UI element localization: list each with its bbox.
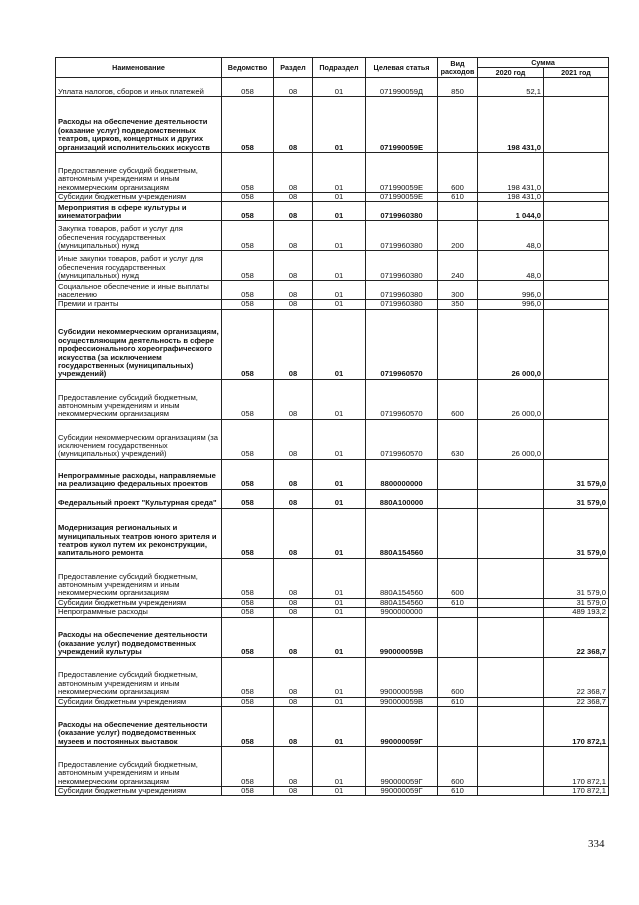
cell-name: Модернизация региональных и муниципальных театров юного зрителя и театров кукол путем их реконструкции, капитального ремонта (56, 508, 222, 558)
cell-exp-type: 610 (438, 787, 478, 796)
cell-subsection: 01 (313, 617, 366, 657)
table-row (56, 419, 609, 459)
cell-year-2021 (544, 309, 609, 379)
cell-year-2020 (478, 558, 544, 598)
cell-name: Закупка товаров, работ и услуг для обеспечения государственных (муниципальных) нужд (56, 221, 222, 251)
cell-year-2021 (544, 97, 609, 153)
cell-exp-type: 610 (438, 697, 478, 706)
cell-name: Субсидии бюджетным учреждениям (56, 697, 222, 706)
table-row (56, 202, 609, 221)
cell-year-2020: 52,1 (478, 78, 544, 97)
cell-year-2021 (544, 300, 609, 309)
cell-target: 071990059Д (366, 78, 438, 97)
table-row (56, 379, 609, 419)
cell-section: 08 (274, 309, 313, 379)
cell-year-2020: 26 000,0 (478, 309, 544, 379)
cell-year-2021: 489 193,2 (544, 608, 609, 617)
cell-year-2020 (478, 489, 544, 508)
cell-name: Уплата налогов, сборов и иных платежей (56, 78, 222, 97)
cell-section: 08 (274, 251, 313, 281)
cell-target: 071990059Е (366, 153, 438, 193)
cell-target: 0719960570 (366, 309, 438, 379)
table-row (56, 657, 609, 697)
cell-section: 08 (274, 419, 313, 459)
table-row (56, 508, 609, 558)
cell-exp-type: 600 (438, 558, 478, 598)
cell-year-2020: 26 000,0 (478, 379, 544, 419)
cell-dept: 058 (222, 379, 274, 419)
cell-exp-type: 350 (438, 300, 478, 309)
cell-year-2020: 48,0 (478, 251, 544, 281)
cell-year-2021: 22 368,7 (544, 657, 609, 697)
cell-year-2020: 996,0 (478, 281, 544, 300)
cell-dept: 058 (222, 489, 274, 508)
cell-target: 0719960380 (366, 281, 438, 300)
cell-dept: 058 (222, 221, 274, 251)
cell-subsection: 01 (313, 419, 366, 459)
header-exp-type: Вид расходов (438, 58, 478, 78)
cell-subsection: 01 (313, 97, 366, 153)
cell-subsection: 01 (313, 202, 366, 221)
table-row (56, 97, 609, 153)
cell-dept: 058 (222, 787, 274, 796)
cell-section: 08 (274, 153, 313, 193)
cell-year-2021: 22 368,7 (544, 697, 609, 706)
table-row (56, 598, 609, 607)
cell-target: 990000059В (366, 697, 438, 706)
cell-section: 08 (274, 221, 313, 251)
cell-year-2021: 170 872,1 (544, 747, 609, 787)
cell-section: 08 (274, 281, 313, 300)
cell-year-2020 (478, 608, 544, 617)
cell-exp-type (438, 617, 478, 657)
cell-year-2020 (478, 598, 544, 607)
cell-year-2020 (478, 657, 544, 697)
cell-year-2021 (544, 78, 609, 97)
cell-target: 0719960380 (366, 202, 438, 221)
cell-year-2021 (544, 251, 609, 281)
cell-exp-type (438, 608, 478, 617)
table-row (56, 300, 609, 309)
cell-year-2021 (544, 379, 609, 419)
table-row (56, 707, 609, 747)
cell-section: 08 (274, 508, 313, 558)
cell-name: Предоставление субсидий бюджетным, автономным учреждениям и иным некоммерческим организациям (56, 657, 222, 697)
cell-dept: 058 (222, 97, 274, 153)
table-row (56, 617, 609, 657)
cell-dept: 058 (222, 598, 274, 607)
cell-exp-type: 600 (438, 747, 478, 787)
cell-name: Субсидии некоммерческим организациям, осуществляющим деятельность в сфере профессионального хореографического искусства (за исключением государственных (муниципальных) учреждений) (56, 309, 222, 379)
cell-subsection: 01 (313, 558, 366, 598)
cell-section: 08 (274, 617, 313, 657)
table-row (56, 309, 609, 379)
cell-subsection: 01 (313, 489, 366, 508)
cell-subsection: 01 (313, 657, 366, 697)
cell-subsection: 01 (313, 153, 366, 193)
cell-dept: 058 (222, 508, 274, 558)
cell-section: 08 (274, 97, 313, 153)
table-row (56, 153, 609, 193)
cell-subsection: 01 (313, 193, 366, 202)
cell-target: 990000059Г (366, 707, 438, 747)
cell-year-2020 (478, 508, 544, 558)
cell-exp-type (438, 202, 478, 221)
cell-dept: 058 (222, 78, 274, 97)
cell-target: 990000059В (366, 657, 438, 697)
cell-dept: 058 (222, 617, 274, 657)
cell-dept: 058 (222, 193, 274, 202)
cell-year-2020: 198 431,0 (478, 193, 544, 202)
cell-name: Субсидии некоммерческим организациям (за исключением государственных (муниципальных) учреждений) (56, 419, 222, 459)
cell-subsection: 01 (313, 459, 366, 489)
cell-year-2020: 26 000,0 (478, 419, 544, 459)
table-row (56, 697, 609, 706)
cell-section: 08 (274, 707, 313, 747)
cell-year-2020: 198 431,0 (478, 153, 544, 193)
cell-name: Предоставление субсидий бюджетным, автономным учреждениям и иным некоммерческим организациям (56, 558, 222, 598)
cell-subsection: 01 (313, 300, 366, 309)
cell-exp-type: 630 (438, 419, 478, 459)
cell-section: 08 (274, 657, 313, 697)
cell-name: Субсидии бюджетным учреждениям (56, 598, 222, 607)
cell-year-2021 (544, 193, 609, 202)
cell-name: Федеральный проект "Культурная среда" (56, 489, 222, 508)
table-row (56, 608, 609, 617)
cell-subsection: 01 (313, 508, 366, 558)
cell-name: Субсидии бюджетным учреждениям (56, 193, 222, 202)
cell-dept: 058 (222, 153, 274, 193)
cell-exp-type (438, 508, 478, 558)
cell-year-2021: 31 579,0 (544, 508, 609, 558)
cell-subsection: 01 (313, 787, 366, 796)
cell-year-2021 (544, 419, 609, 459)
table-row (56, 747, 609, 787)
cell-section: 08 (274, 459, 313, 489)
cell-subsection: 01 (313, 608, 366, 617)
cell-dept: 058 (222, 697, 274, 706)
cell-year-2020: 996,0 (478, 300, 544, 309)
table-row (56, 193, 609, 202)
cell-name: Расходы на обеспечение деятельности (оказание услуг) подведомственных музеев и постоянных выставок (56, 707, 222, 747)
cell-name: Расходы на обеспечение деятельности (оказание услуг) подведомственных учреждений культуры (56, 617, 222, 657)
cell-name: Непрограммные расходы (56, 608, 222, 617)
cell-target: 880А100000 (366, 489, 438, 508)
cell-year-2020: 198 431,0 (478, 97, 544, 153)
table-row (56, 459, 609, 489)
cell-subsection: 01 (313, 251, 366, 281)
cell-exp-type: 850 (438, 78, 478, 97)
cell-name: Мероприятия в сфере культуры и кинематографии (56, 202, 222, 221)
cell-dept: 058 (222, 309, 274, 379)
cell-target: 880А154560 (366, 558, 438, 598)
cell-dept: 058 (222, 707, 274, 747)
cell-subsection: 01 (313, 598, 366, 607)
cell-exp-type: 240 (438, 251, 478, 281)
cell-subsection: 01 (313, 221, 366, 251)
cell-exp-type (438, 309, 478, 379)
cell-section: 08 (274, 379, 313, 419)
cell-subsection: 01 (313, 747, 366, 787)
table-row (56, 251, 609, 281)
table-row (56, 558, 609, 598)
header-year-2021: 2021 год (544, 68, 609, 78)
cell-section: 08 (274, 489, 313, 508)
cell-year-2021: 31 579,0 (544, 558, 609, 598)
cell-subsection: 01 (313, 281, 366, 300)
cell-target: 0719960380 (366, 251, 438, 281)
cell-year-2021: 31 579,0 (544, 459, 609, 489)
cell-exp-type: 610 (438, 598, 478, 607)
cell-year-2020 (478, 747, 544, 787)
cell-year-2020 (478, 459, 544, 489)
cell-subsection: 01 (313, 78, 366, 97)
table-row (56, 221, 609, 251)
table-row (56, 787, 609, 796)
cell-target: 990000059Г (366, 787, 438, 796)
cell-exp-type: 600 (438, 657, 478, 697)
cell-subsection: 01 (313, 309, 366, 379)
cell-section: 08 (274, 78, 313, 97)
cell-dept: 058 (222, 657, 274, 697)
table-row (56, 489, 609, 508)
header-sum: Сумма (478, 58, 609, 68)
cell-subsection: 01 (313, 379, 366, 419)
header-subsection: Подраздел (313, 58, 366, 78)
cell-year-2021: 22 368,7 (544, 617, 609, 657)
table-row (56, 78, 609, 97)
cell-target: 9900000000 (366, 608, 438, 617)
header-section: Раздел (274, 58, 313, 78)
cell-dept: 058 (222, 608, 274, 617)
cell-year-2020 (478, 697, 544, 706)
cell-target: 0719960570 (366, 419, 438, 459)
cell-name: Социальное обеспечение и иные выплаты населению (56, 281, 222, 300)
cell-exp-type: 300 (438, 281, 478, 300)
cell-subsection: 01 (313, 697, 366, 706)
cell-section: 08 (274, 598, 313, 607)
cell-target: 990000059Г (366, 747, 438, 787)
cell-year-2021 (544, 281, 609, 300)
cell-year-2021 (544, 221, 609, 251)
cell-target: 990000059В (366, 617, 438, 657)
cell-name: Расходы на обеспечение деятельности (оказание услуг) подведомственных театров, цирков, концертных и других организаций исполнительских искусств (56, 97, 222, 153)
cell-exp-type (438, 97, 478, 153)
cell-target: 071990059Е (366, 97, 438, 153)
page-number: 334 (588, 838, 605, 850)
cell-section: 08 (274, 747, 313, 787)
cell-dept: 058 (222, 558, 274, 598)
cell-target: 0719960570 (366, 379, 438, 419)
cell-year-2021: 170 872,1 (544, 787, 609, 796)
cell-subsection: 01 (313, 707, 366, 747)
cell-dept: 058 (222, 202, 274, 221)
cell-exp-type: 600 (438, 153, 478, 193)
cell-dept: 058 (222, 251, 274, 281)
cell-dept: 058 (222, 419, 274, 459)
table-body (56, 78, 609, 796)
cell-exp-type: 600 (438, 379, 478, 419)
header-target: Целевая статья (366, 58, 438, 78)
cell-target: 0719960380 (366, 221, 438, 251)
cell-year-2020: 48,0 (478, 221, 544, 251)
cell-name: Субсидии бюджетным учреждениям (56, 787, 222, 796)
cell-target: 880А154560 (366, 598, 438, 607)
cell-year-2020 (478, 787, 544, 796)
cell-year-2020 (478, 617, 544, 657)
header-dept: Ведомство (222, 58, 274, 78)
table-row (56, 281, 609, 300)
cell-exp-type (438, 489, 478, 508)
cell-exp-type: 200 (438, 221, 478, 251)
budget-table (55, 57, 609, 796)
cell-year-2021 (544, 202, 609, 221)
header-name: Наименование (56, 58, 222, 78)
cell-name: Предоставление субсидий бюджетным, автономным учреждениям и иным некоммерческим организациям (56, 379, 222, 419)
cell-dept: 058 (222, 747, 274, 787)
cell-name: Непрограммные расходы, направляемые на реализацию федеральных проектов (56, 459, 222, 489)
cell-name: Премии и гранты (56, 300, 222, 309)
cell-year-2021: 31 579,0 (544, 489, 609, 508)
cell-target: 8800000000 (366, 459, 438, 489)
cell-dept: 058 (222, 300, 274, 309)
cell-section: 08 (274, 558, 313, 598)
cell-year-2021: 170 872,1 (544, 707, 609, 747)
cell-dept: 058 (222, 281, 274, 300)
header-year-2020: 2020 год (478, 68, 544, 78)
cell-target: 071990059Е (366, 193, 438, 202)
cell-exp-type: 610 (438, 193, 478, 202)
cell-year-2021 (544, 153, 609, 193)
cell-exp-type (438, 459, 478, 489)
cell-section: 08 (274, 787, 313, 796)
cell-name: Предоставление субсидий бюджетным, автономным учреждениям и иным некоммерческим организациям (56, 747, 222, 787)
cell-section: 08 (274, 697, 313, 706)
cell-target: 0719960380 (366, 300, 438, 309)
cell-year-2020: 1 044,0 (478, 202, 544, 221)
cell-year-2021: 31 579,0 (544, 598, 609, 607)
cell-section: 08 (274, 202, 313, 221)
cell-exp-type (438, 707, 478, 747)
cell-target: 880А154560 (366, 508, 438, 558)
cell-section: 08 (274, 193, 313, 202)
cell-dept: 058 (222, 459, 274, 489)
cell-name: Иные закупки товаров, работ и услуг для обеспечения государственных (муниципальных) нужд (56, 251, 222, 281)
cell-name: Предоставление субсидий бюджетным, автономным учреждениям и иным некоммерческим организациям (56, 153, 222, 193)
cell-year-2020 (478, 707, 544, 747)
cell-section: 08 (274, 608, 313, 617)
cell-section: 08 (274, 300, 313, 309)
